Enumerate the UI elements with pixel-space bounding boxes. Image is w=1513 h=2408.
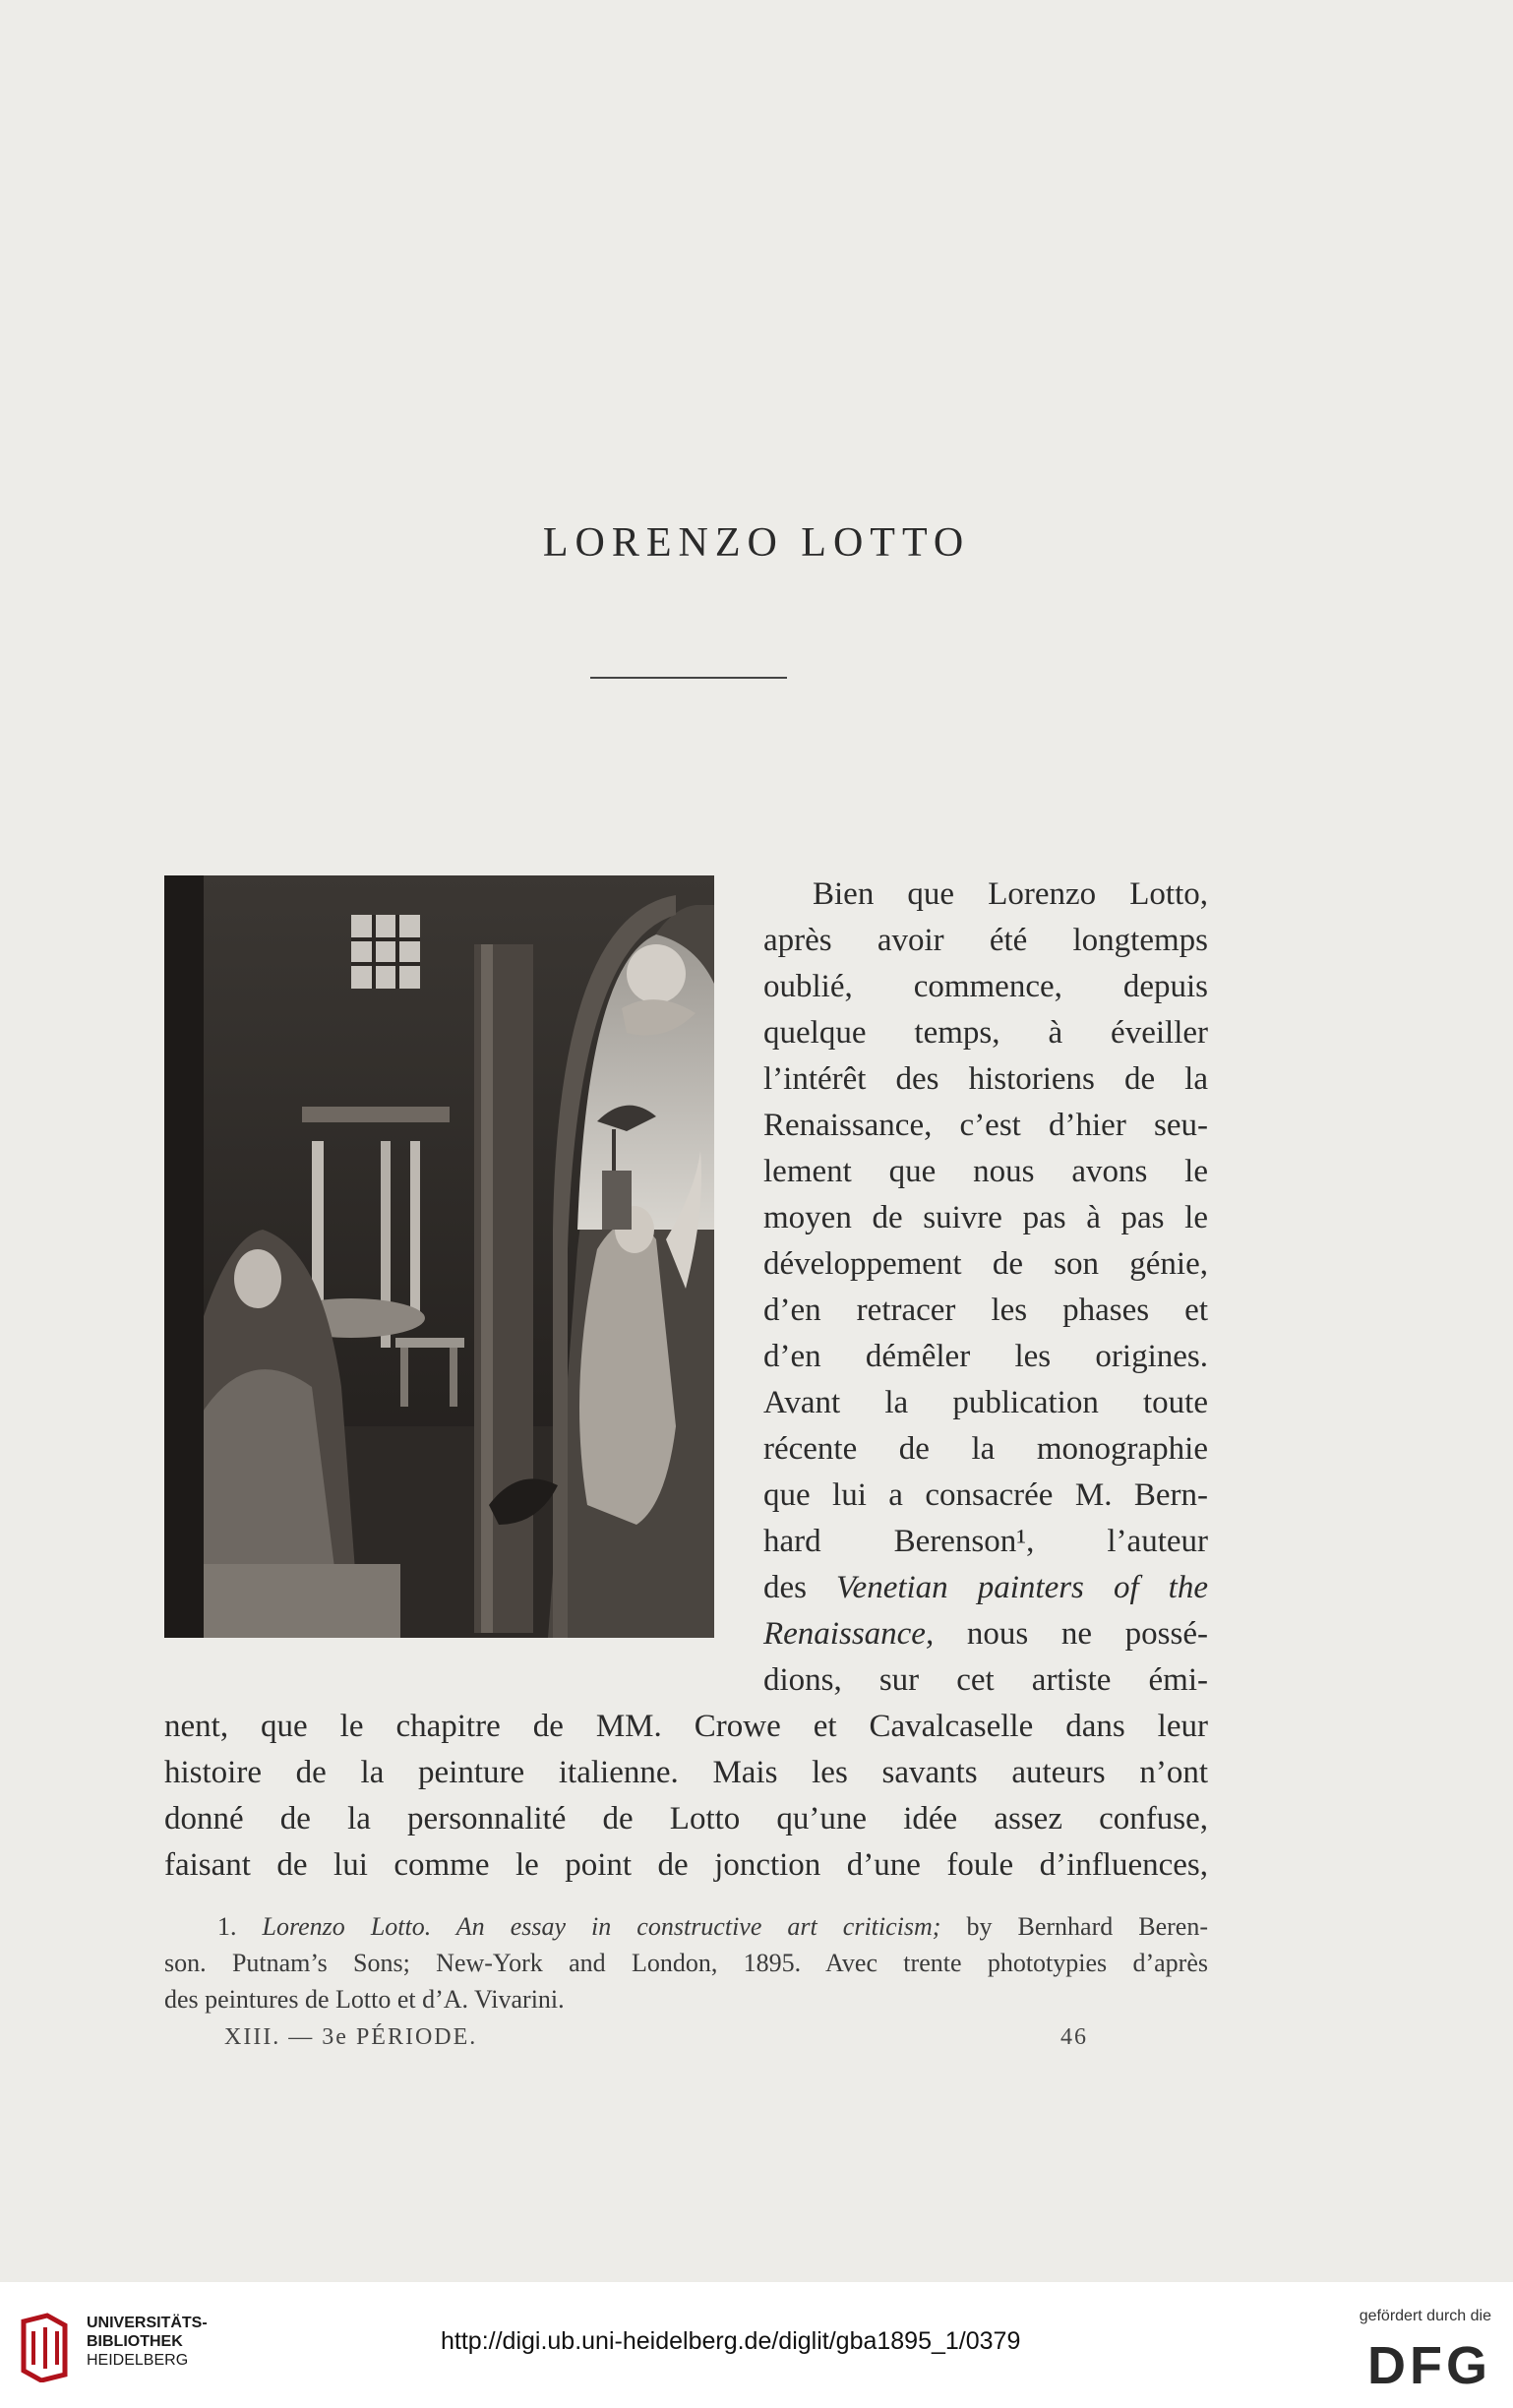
annunciation-image — [164, 875, 714, 1638]
library-name-line: HEIDELBERG — [87, 2352, 189, 2369]
text-line: après avoir été longtemps — [763, 923, 1208, 958]
text-line — [763, 1611, 1208, 1657]
text-line: quelque temps, à éveiller — [763, 1015, 1208, 1051]
book-title-italic: Renaissance, — [763, 1616, 935, 1652]
library-name-line: BIBLIOTHEK — [87, 2333, 183, 2350]
page-number: 46 — [1060, 2024, 1088, 2050]
text-line: nent, que le chapitre de MM. Crowe et Cavalcaselle dans leur — [164, 1709, 1208, 1744]
text-line: faisant de lui comme le point de jonction d’une foule d’influences, — [164, 1847, 1208, 1883]
text-line: lement que nous avons le — [763, 1154, 1208, 1189]
text-line: moyen de suivre pas à pas le — [763, 1200, 1208, 1235]
footnote-number: 1. — [217, 1912, 263, 1941]
text-line — [763, 1565, 1208, 1611]
text-line: l’intérêt des historiens de la — [763, 1061, 1208, 1097]
text-line: que lui a consacrée M. Bern- — [763, 1477, 1208, 1513]
text-span: nous ne possé- — [934, 1616, 1208, 1652]
text-line: donné de la personnalité de Lotto qu’une idée assez confuse, — [164, 1801, 1208, 1836]
funding-note: gefördert durch die — [1359, 2308, 1491, 2324]
footnote-line: son. Putnam’s Sons; New-York and London, 1895. Avec trente phototypies d’après — [164, 1949, 1208, 1977]
painting-plate — [164, 875, 714, 1638]
library-name-line: UNIVERSITÄTS- — [87, 2315, 208, 2331]
text-line: Bien que Lorenzo Lotto, — [813, 876, 1208, 912]
footnote — [164, 1908, 1208, 2017]
book-title-italic: Venetian painters of the — [836, 1570, 1208, 1605]
footnote-title: Lorenzo Lotto. An essay in constructive art criticism; — [262, 1912, 941, 1941]
text-line: hard Berenson¹, l’auteur — [763, 1524, 1208, 1559]
title-divider — [590, 677, 787, 679]
text-line: histoire de la peinture italienne. Mais les savants auteurs n’ont — [164, 1755, 1208, 1790]
text-line: récente de la monographie — [763, 1431, 1208, 1467]
paragraph-wide — [164, 1704, 1208, 1889]
text-line: Avant la publication toute — [763, 1385, 1208, 1420]
paragraph-narrow — [763, 872, 1208, 1704]
text-span: by Bernhard Beren- — [940, 1912, 1209, 1941]
running-foot: XIII. — 3e PÉRIODE. — [224, 2024, 478, 2050]
article-title: LORENZO LOTTO — [542, 520, 971, 566]
text-line: Renaissance, c’est d’hier seu- — [763, 1108, 1208, 1143]
footnote-line: des peintures de Lotto et d’A. Vivarini. — [164, 1985, 565, 2014]
text-span: des — [763, 1570, 837, 1605]
text-line: d’en démêler les origines. — [763, 1339, 1208, 1374]
library-name — [87, 2314, 208, 2370]
university-library-logo-icon — [18, 2312, 71, 2382]
dfg-logo: DFG — [1367, 2336, 1491, 2395]
permalink[interactable]: http://digi.ub.uni-heidelberg.de/diglit/gba1895_1/0379 — [441, 2327, 1021, 2355]
text-line: d’en retracer les phases et — [763, 1293, 1208, 1328]
footnote-line — [164, 1908, 1208, 1945]
text-line: oublié, commence, depuis — [763, 969, 1208, 1004]
text-line: dions, sur cet artiste émi- — [763, 1662, 1208, 1698]
text-line: développement de son génie, — [763, 1246, 1208, 1282]
